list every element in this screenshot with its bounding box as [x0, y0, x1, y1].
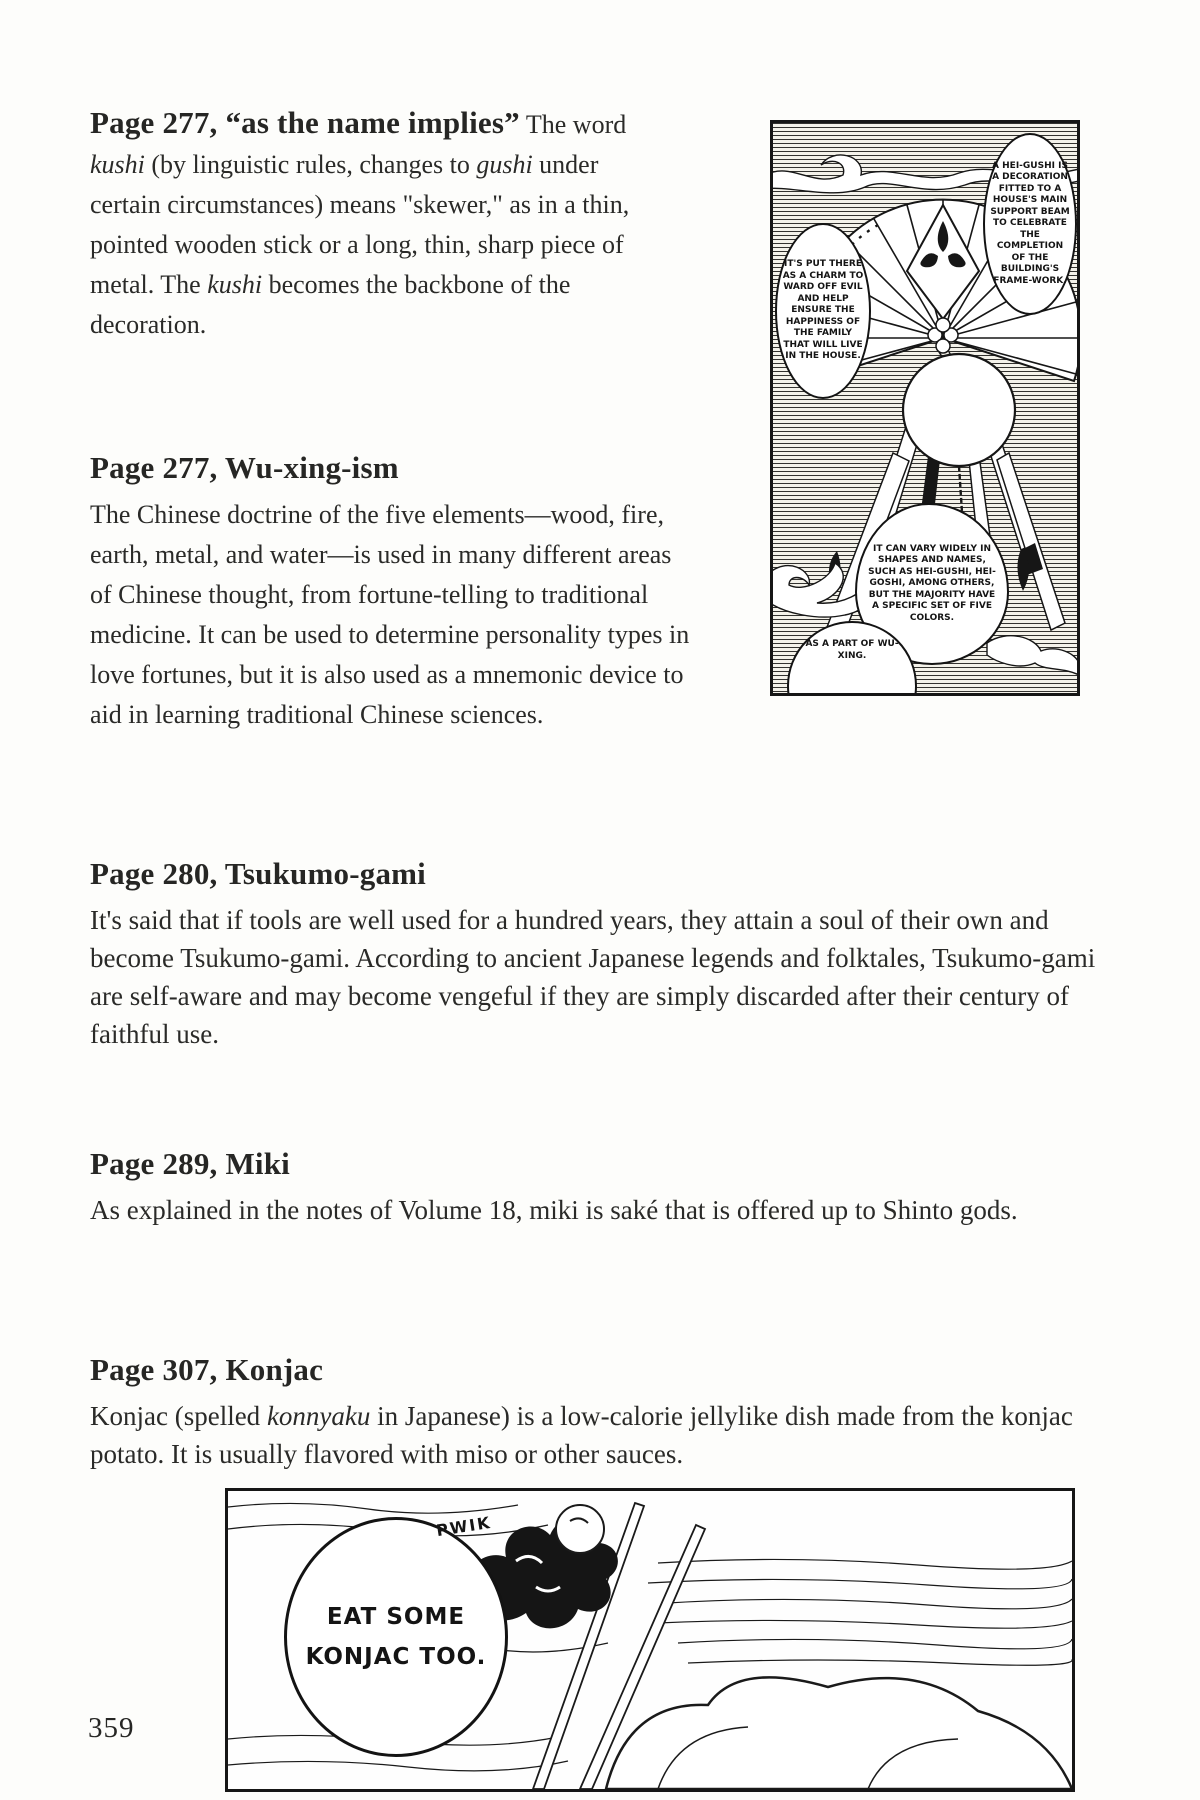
entry-heading: Page 289, Miki: [90, 1146, 290, 1181]
glossary-entry-wu-xing-ism: [90, 450, 690, 735]
food-mound: [606, 1677, 1072, 1789]
page-number: 359: [88, 1712, 135, 1744]
entry-heading: Page 280, Tsukumo-gami: [90, 856, 426, 891]
speech-bubble-text: AS A PART OF WU-XING.: [805, 639, 899, 661]
entry-body: The word kushi (by linguistic rules, changes to gushi under certain circumstances) means "skewer," as in a thin, pointed wooden stick or a long, thin, sharp piece of metal. The kushi becomes the backbone of the decoration.: [90, 110, 630, 339]
entry-heading: Page 277, Wu-xing-ism: [90, 450, 399, 485]
manga-panel-konjac: [225, 1488, 1075, 1792]
glossary-entry-tsukumo-gami: [90, 856, 1125, 1053]
manga-panel-hei-gushi: [770, 120, 1080, 696]
speech-bubble-definition: [983, 133, 1077, 315]
sfx-pwik-text: PWIK: [434, 1512, 493, 1541]
entry-body: As explained in the notes of Volume 18, miki is saké that is offered up to Shinto gods.: [90, 1195, 1018, 1225]
entry-body: Konjac (spelled konnyaku in Japanese) is a low-calorie jellylike dish made from the konjac potato. It is usually flavored with miso or other sauces.: [90, 1401, 1073, 1469]
speech-bubble-charm: [775, 223, 871, 399]
speech-bubble-text: A HEI-GUSHI IS A DECORATION FITTED TO A HOUSE'S MAIN SUPPORT BEAM TO CELEBRATE THE COMPLETION OF THE BUILDING'S FRAME-WORK.: [990, 160, 1070, 286]
glossary-entry-as-the-name-implies: [90, 103, 675, 345]
hei-gushi-ring: [903, 354, 1015, 466]
speech-bubble-text: IT CAN VARY WIDELY IN SHAPES AND NAMES, SUCH AS HEI-GUSHI, HEI-GOSHI, AMONG OTHERS, BUT THE MAJORITY HAVE A SPECIFIC SET OF FIVE COLORS.: [868, 543, 996, 623]
entry-heading: Page 307, Konjac: [90, 1352, 324, 1387]
speech-bubble-eat-konjac: [284, 1517, 508, 1757]
entry-body: It's said that if tools are well used for a hundred years, they attain a soul of their own and become Tsukumo-gami. According to ancient Japanese legends and folktales, Tsukumo-gami are self-aware and may become vengeful if they are simply discarded after their century of faithful use.: [90, 905, 1096, 1049]
glossary-entry-miki: [90, 1146, 1125, 1229]
glossary-entry-konjac: [90, 1352, 1125, 1473]
entry-heading: Page 277, “as the name implies”: [90, 105, 520, 140]
speech-bubble-text: IT'S PUT THERE AS A CHARM TO WARD OFF EVIL AND HELP ENSURE THE HAPPINESS OF THE FAMILY THAT WILL LIVE IN THE HOUSE.: [782, 259, 864, 362]
speech-bubble-text: EAT SOME KONJAC TOO.: [305, 1604, 487, 1670]
entry-body: The Chinese doctrine of the five elements—wood, fire, earth, metal, and water—is used in many different areas of Chinese thought, from fortune-telling to traditional medicine. It can be used to determine personality types in love fortunes, but it is also used as a mnemonic device to aid in learning traditional Chinese sciences.: [90, 500, 690, 729]
